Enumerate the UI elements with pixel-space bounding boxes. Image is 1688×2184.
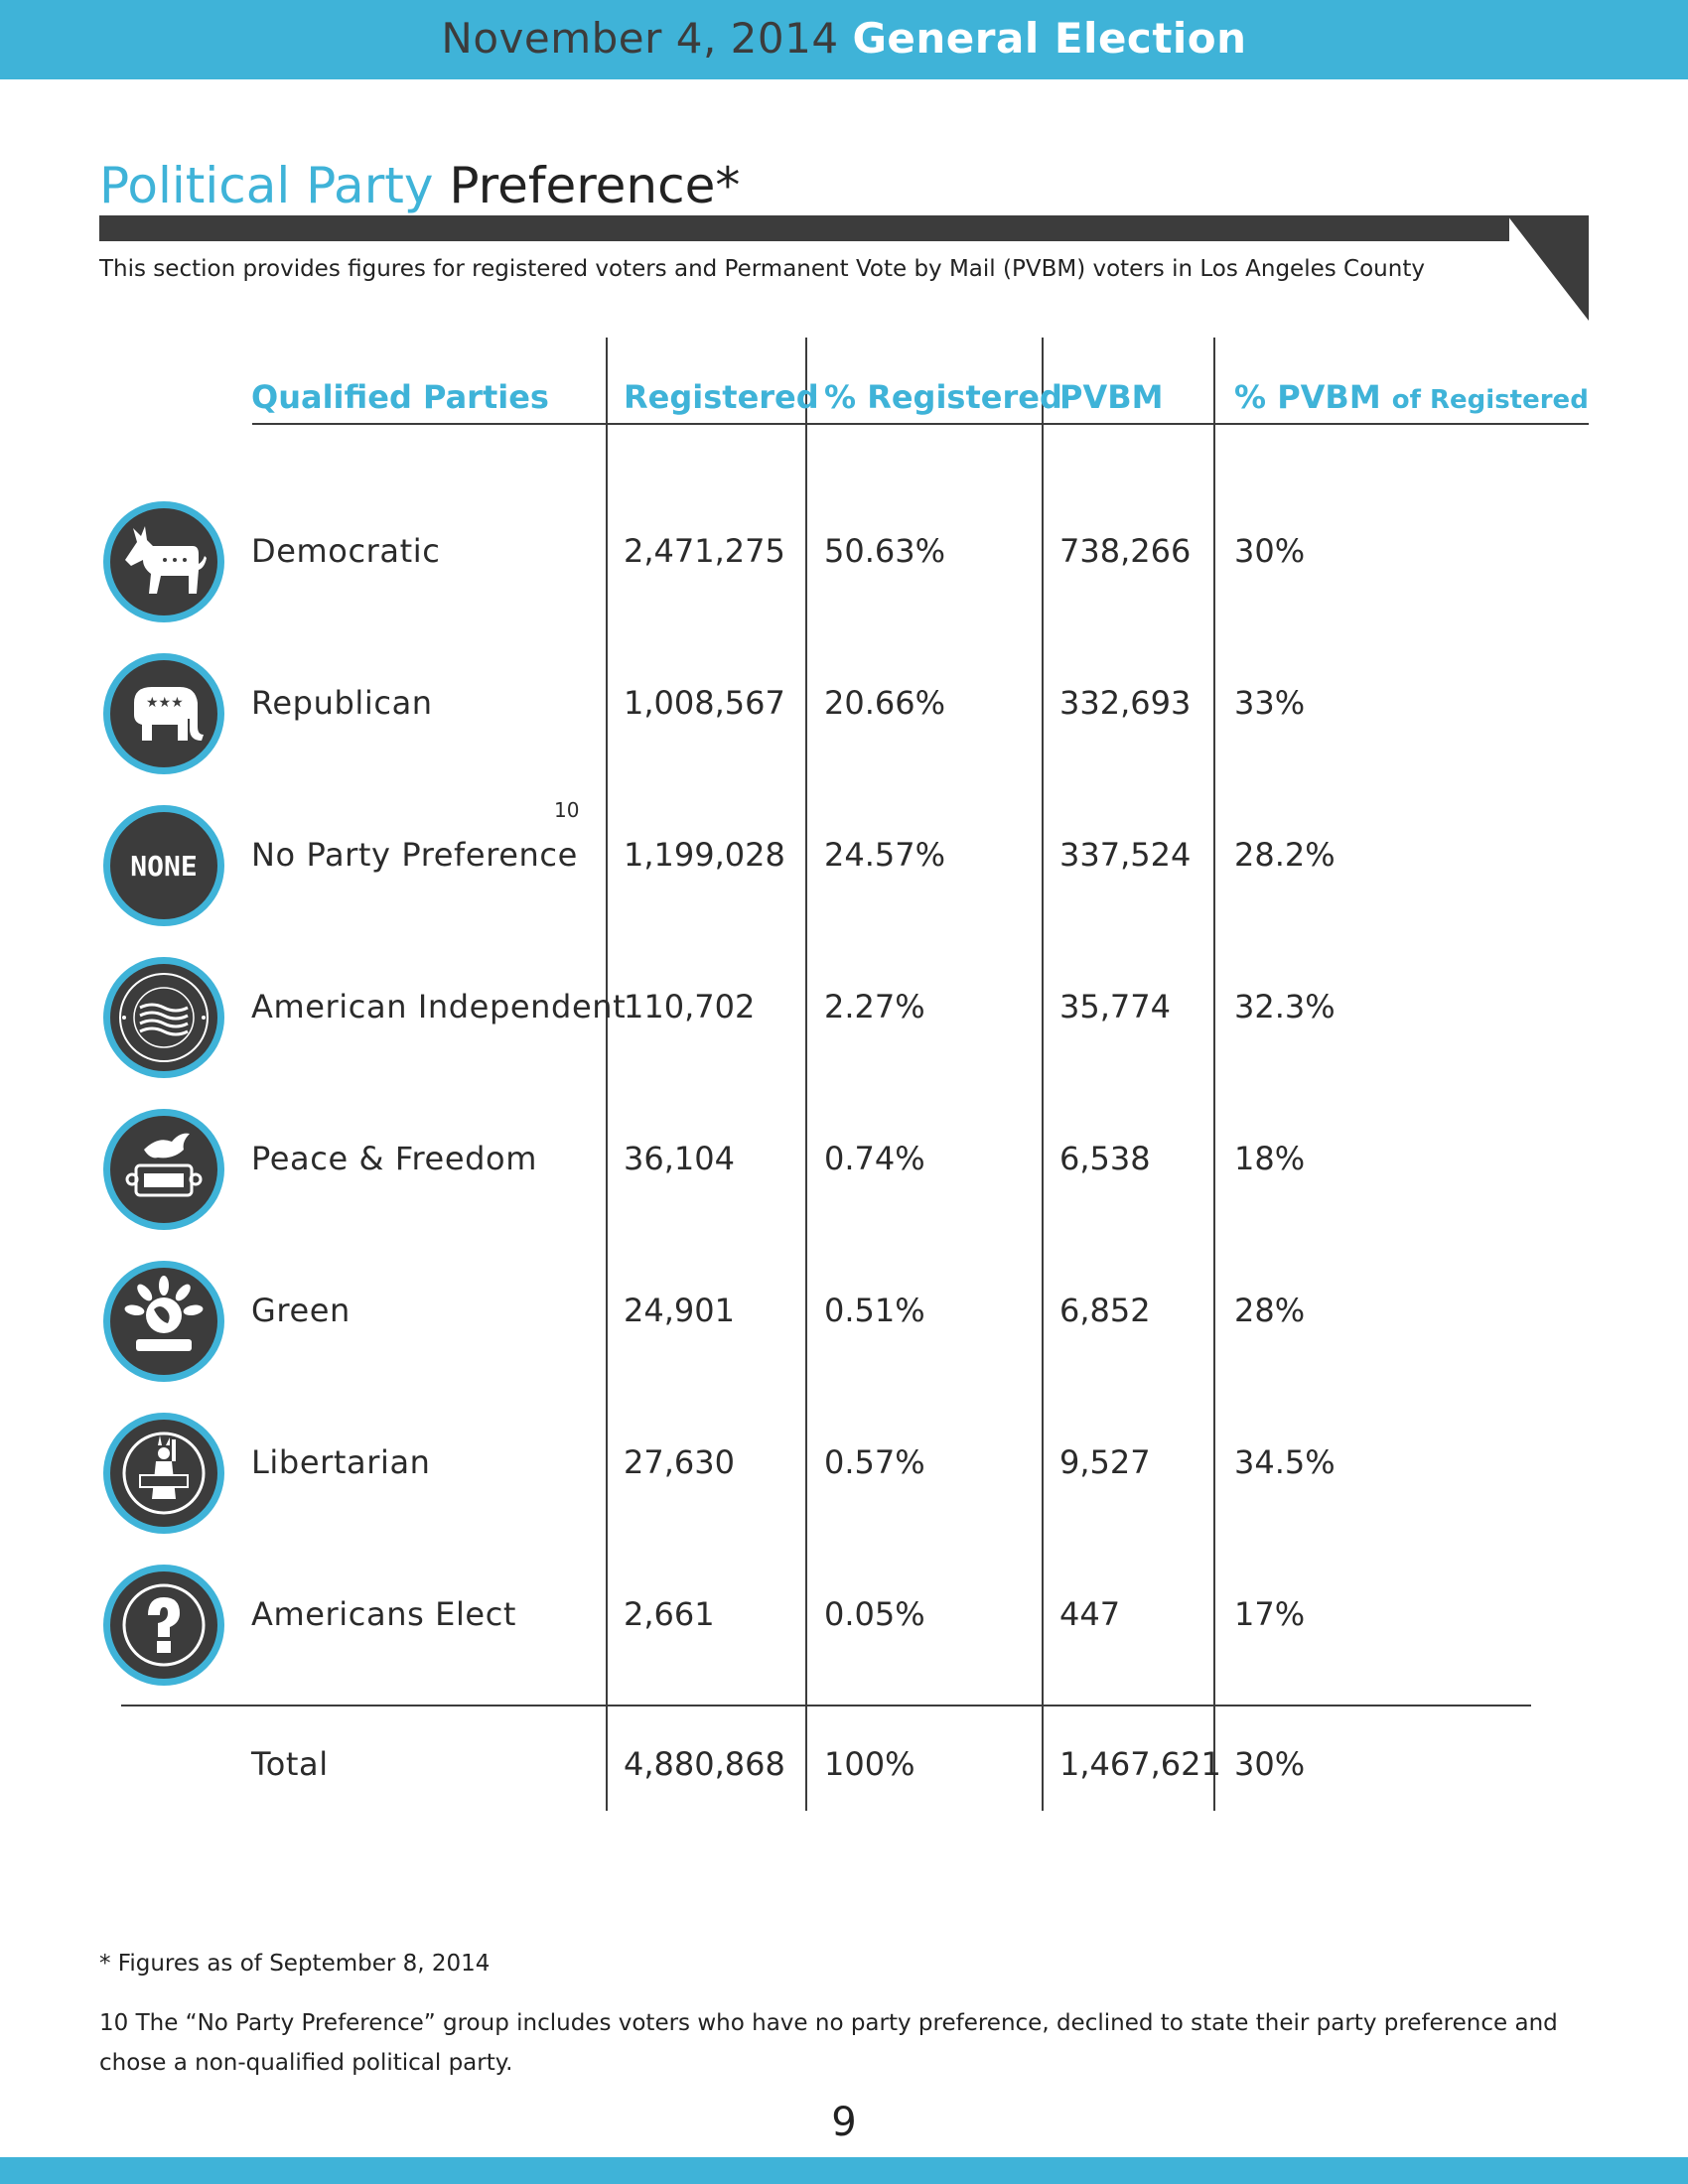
- party-name: American Independent: [251, 988, 627, 1025]
- american-independent-seal-icon: [103, 957, 224, 1078]
- header-pct-pvbm: [1234, 377, 1589, 420]
- column-divider: [1213, 338, 1215, 1811]
- pct-pvbm-value: 28.2%: [1234, 836, 1336, 874]
- pvbm-value: 35,774: [1059, 988, 1171, 1025]
- pvbm-value: 337,524: [1059, 836, 1192, 874]
- election-name: General Election: [852, 14, 1247, 63]
- total-pct-pvbm: 30%: [1234, 1745, 1306, 1783]
- dove-icon: [103, 1109, 224, 1230]
- registered-value: 36,104: [624, 1140, 735, 1177]
- pct-pvbm-value: 32.3%: [1234, 988, 1336, 1025]
- header-pvbm: PVBM: [1059, 378, 1164, 416]
- svg-text:★★★: ★★★: [146, 695, 184, 711]
- footnote-reference: 10: [554, 798, 580, 822]
- pct-registered-value: 0.05%: [824, 1595, 925, 1633]
- section-title: [99, 154, 740, 217]
- elephant-icon: [103, 653, 224, 774]
- pvbm-value: 9,527: [1059, 1443, 1151, 1481]
- header-pct-pvbm-label: % PVBM: [1234, 378, 1381, 416]
- footnote-10: 10 The “No Party Preference” group includes voters who have no party preference, declined to state their party preference and chose a non-qualified political party.: [99, 2010, 1558, 2076]
- footer-bar: [0, 2157, 1688, 2184]
- header-rule: [252, 423, 1589, 425]
- pvbm-value: 6,852: [1059, 1292, 1151, 1329]
- section-description: This section provides figures for registered voters and Permanent Vote by Mail (PVBM) voters in Los Angeles County: [99, 256, 1425, 282]
- none-icon: [103, 805, 224, 926]
- total-registered: 4,880,868: [624, 1745, 785, 1783]
- page-number: 9: [831, 2100, 857, 2145]
- pct-registered-value: 0.57%: [824, 1443, 925, 1481]
- registered-value: 27,630: [624, 1443, 735, 1481]
- column-divider: [805, 338, 807, 1811]
- registered-value: 2,471,275: [624, 532, 785, 570]
- title-rule: [99, 215, 1509, 241]
- pct-pvbm-value: 28%: [1234, 1292, 1306, 1329]
- section-title-accent: Political Party: [99, 157, 434, 214]
- donkey-icon: [103, 501, 224, 622]
- party-name: Democratic: [251, 532, 441, 570]
- party-name: Peace & Freedom: [251, 1140, 537, 1177]
- header-registered: Registered: [624, 378, 819, 416]
- party-name: Republican: [251, 684, 433, 722]
- pct-pvbm-value: 34.5%: [1234, 1443, 1336, 1481]
- election-date: November 4, 2014: [441, 14, 839, 63]
- pvbm-value: 332,693: [1059, 684, 1192, 722]
- pct-registered-value: 24.57%: [824, 836, 946, 874]
- pct-pvbm-value: 30%: [1234, 532, 1306, 570]
- party-name: Libertarian: [251, 1443, 431, 1481]
- sunflower-globe-icon: [103, 1261, 224, 1382]
- registered-value: 1,008,567: [624, 684, 785, 722]
- none-icon-text: NONE: [130, 849, 198, 883]
- total-label: Total: [251, 1745, 329, 1783]
- pct-pvbm-value: 18%: [1234, 1140, 1306, 1177]
- header-qualified-parties: Qualified Parties: [251, 378, 549, 416]
- total-pct-registered: 100%: [824, 1745, 915, 1783]
- pvbm-value: 738,266: [1059, 532, 1192, 570]
- party-name: No Party Preference: [251, 836, 578, 874]
- registered-value: 24,901: [624, 1292, 735, 1329]
- question-mark-icon: [103, 1565, 224, 1686]
- column-divider: [606, 338, 608, 1811]
- party-name: Green: [251, 1292, 351, 1329]
- party-name: Americans Elect: [251, 1595, 517, 1633]
- section-title-rest: Preference*: [449, 157, 741, 214]
- pvbm-value: 447: [1059, 1595, 1121, 1633]
- header-pct-pvbm-suffix: of Registered: [1391, 385, 1589, 415]
- registered-value: 110,702: [624, 988, 756, 1025]
- total-rule: [121, 1705, 1531, 1706]
- pct-registered-value: 0.74%: [824, 1140, 925, 1177]
- statue-of-liberty-icon: [103, 1413, 224, 1534]
- column-divider: [1042, 338, 1044, 1811]
- pct-registered-value: 20.66%: [824, 684, 946, 722]
- pct-registered-value: 0.51%: [824, 1292, 925, 1329]
- pct-registered-value: 50.63%: [824, 532, 946, 570]
- pct-pvbm-value: 33%: [1234, 684, 1306, 722]
- registered-value: 2,661: [624, 1595, 715, 1633]
- asterisk-note: * Figures as of September 8, 2014: [99, 1951, 491, 1977]
- title-corner-decoration: [1507, 215, 1589, 321]
- pvbm-value: 6,538: [1059, 1140, 1151, 1177]
- total-pvbm: 1,467,621: [1059, 1745, 1221, 1783]
- registered-value: 1,199,028: [624, 836, 785, 874]
- pct-registered-value: 2.27%: [824, 988, 925, 1025]
- header-pct-registered: % Registered: [824, 378, 1062, 416]
- header-banner: [0, 0, 1688, 79]
- pct-pvbm-value: 17%: [1234, 1595, 1306, 1633]
